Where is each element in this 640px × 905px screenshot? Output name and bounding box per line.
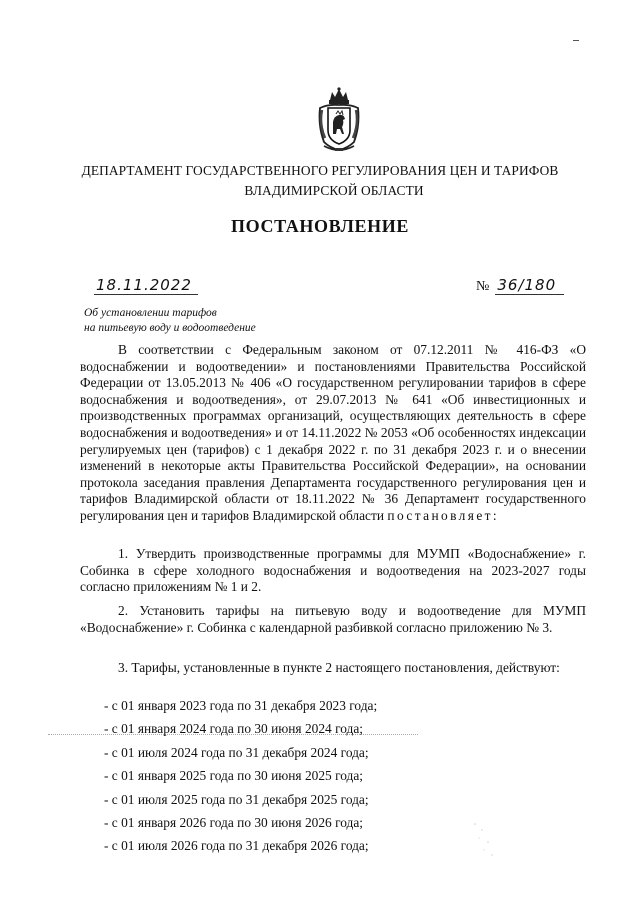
tariff-period-item: - с 01 июля 2024 года по 31 декабря 2024 года; <box>104 744 369 760</box>
tariff-period-item: - с 01 января 2025 года по 30 июня 2025 года; <box>104 768 364 784</box>
number-sign: № <box>476 279 490 294</box>
tariff-period-item: - с 01 июля 2025 года по 31 декабря 2025 года; <box>104 791 369 807</box>
scan-noise <box>470 820 500 860</box>
document-date: 18.11.2022 <box>94 276 198 295</box>
tariff-period-item: - с 01 июля 2026 года по 31 декабря 2026 года; <box>104 838 369 854</box>
document-number-block <box>476 276 564 295</box>
document-type-title: ПОСТАНОВЛЕНИЕ <box>231 216 409 236</box>
item-1-paragraph: 1. Утвердить производственные программы для МУМП «Водоснабжение» г. Собинка в сфере холодного водоснабжения и водоотведения на 2023-2027 годы согласно приложениям № 1 и 2. <box>80 546 586 595</box>
subject-line-1: Об установлении тарифов <box>84 307 217 319</box>
item-2-paragraph: 2. Установить тарифы на питьевую воду и водоотведение для МУМП «Водоснабжение» г. Собинка с календарной разбивкой согласно приложению № 3. <box>80 603 586 635</box>
document-number: 36/180 <box>495 276 564 295</box>
scan-mark <box>573 40 579 41</box>
decree-word: постановляет: <box>387 507 500 523</box>
tariff-period-item: - с 01 января 2026 года по 30 июня 2026 года; <box>104 814 364 830</box>
subject-line-2: на питьевую воду и водоотведение <box>84 322 256 334</box>
tariff-period-item: - с 01 января 2024 года по 30 июня 2024 года; <box>104 721 364 737</box>
preamble-text: В соответствии с Федеральным законом от 07.12.2011 № 416-ФЗ «О водоснабжении и водоотведении» и постановлениями Правительства Российской Федерации от 13.05.2013 № 406 «О государственном регулировании тарифов в сфере водоснабжения и водоотведения», от 29.07.2013 № 641 «Об инвестиционных и производственных программах организаций, осуществляющих деятельность в сфере водоснабжения и водоотведения» и от 14.11.2022 № 2053 «Об особенностях индексации регулируемых цен (тарифов) с 1 декабря 2022 г. по 31 декабря 2023 г. и о внесении изменений в некоторые акты Правительства Российской Федерации», на основании протокола заседания правления Департамента государственного регулирования цен и тарифов Владимирской области от 18.11.2022 № 36 Департамент государственного регулирования цен и тарифов Владимирской области <box>80 342 586 523</box>
department-name-line2: ВЛАДИМИРСКОЙ ОБЛАСТИ <box>244 183 424 198</box>
preamble-paragraph <box>80 342 586 525</box>
tariff-periods-list <box>104 698 377 862</box>
coat-of-arms-icon <box>316 86 362 154</box>
department-name-line1: ДЕПАРТАМЕНТ ГОСУДАРСТВЕННОГО РЕГУЛИРОВАНИЯ ЦЕН И ТАРИФОВ <box>81 163 559 178</box>
item-3-paragraph: 3. Тарифы, установленные в пункте 2 настоящего постановления, действуют: <box>118 660 560 675</box>
tariff-period-item: - с 01 января 2023 года по 31 декабря 2023 года; <box>104 698 378 713</box>
document-subject <box>84 306 256 336</box>
